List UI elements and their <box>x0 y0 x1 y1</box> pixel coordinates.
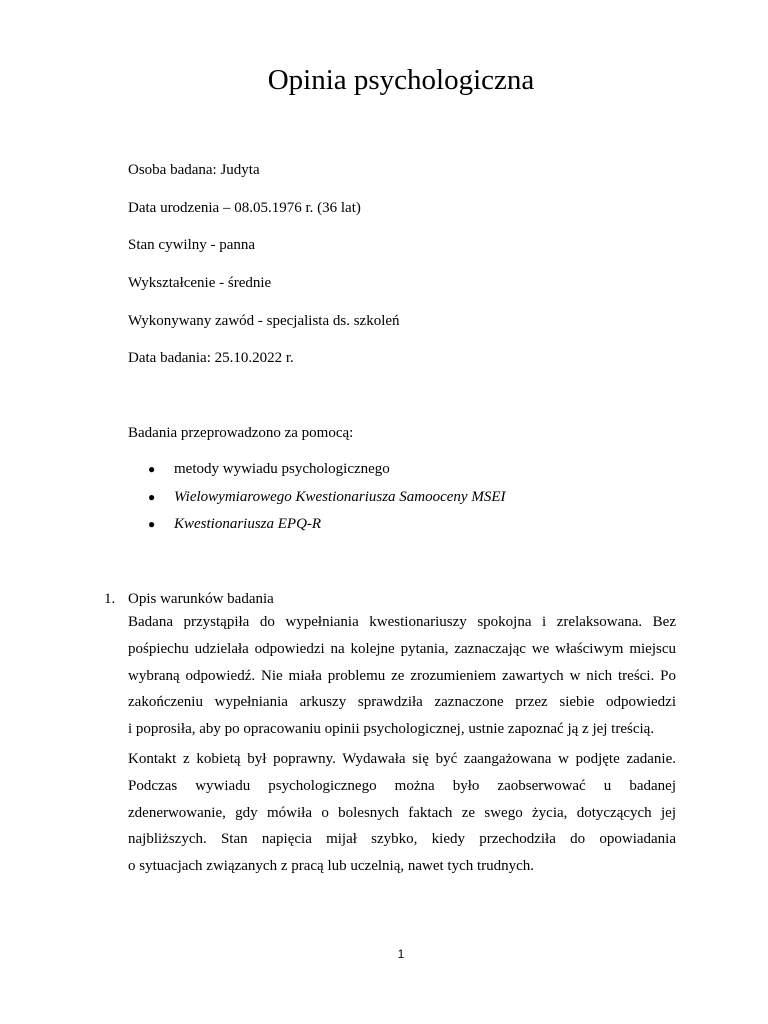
section-1-paragraph-1 <box>128 609 676 743</box>
paragraph-line: wybraną odpowiedź. Nie miała problemu ze zrozumieniem zawartych w nich treści. Po <box>128 667 676 684</box>
paragraph-line: pośpiechu udzielała odpowiedzi na kolejne pytania, zaznaczając we właściwym miejscu <box>128 640 676 657</box>
paragraph-line: zakończeniu wypełniania arkuszy sprawdziła zaznaczone przez siebie odpowiedzi <box>128 694 676 711</box>
info-education: Wykształcenie - średnie <box>128 275 272 291</box>
info-marital-status: Stan cywilny - panna <box>128 237 256 253</box>
bullet-icon: ● <box>148 462 156 476</box>
paragraph-line: Kontakt z kobietą był poprawny. Wydawała się być zaangażowana w podjęte zadanie. <box>128 751 676 767</box>
method-text: metody wywiadu psychologicznego <box>174 461 390 477</box>
paragraph-line: Badana przystąpiła do wypełniania kwestionariuszy spokojna i zrelaksowana. Bez <box>128 614 676 630</box>
paragraph-line: najbliższych. Stan napięcia mijał szybko, kiedy przechodziła do opowiadania <box>128 831 676 848</box>
method-item-epqr <box>128 514 506 542</box>
method-text: Wielowymiarowego Kwestionariusza Samooceny MSEI <box>174 488 506 505</box>
page-number: 1 <box>397 947 405 961</box>
paragraph-line: Podczas wywiadu psychologicznego można było zaobserwować u badanej <box>128 777 676 794</box>
document-title: Opinia psychologiczna <box>267 64 535 96</box>
info-exam-date: Data badania: 25.10.2022 r. <box>128 350 294 366</box>
info-subject: Osoba badana: Judyta <box>128 162 260 178</box>
methods-list <box>128 459 506 542</box>
bullet-icon: ● <box>148 489 156 504</box>
section-title: Opis warunków badania <box>128 591 274 607</box>
info-birth-date: Data urodzenia – 08.05.1976 r. (36 lat) <box>128 200 361 216</box>
section-number: 1. <box>104 591 116 607</box>
method-item-interview <box>128 459 506 487</box>
paragraph-line: i poprosiła, aby po opracowaniu opinii psychologicznej, ustnie zapoznać ją z jej treścią. <box>128 721 655 738</box>
method-text: Kwestionariusza EPQ-R <box>174 516 322 532</box>
info-occupation: Wykonywany zawód - specjalista ds. szkoleń <box>128 313 400 329</box>
methods-intro: Badania przeprowadzono za pomocą: <box>128 425 354 441</box>
method-item-msei <box>128 487 506 515</box>
paragraph-line: o sytuacjach związanych z pracą lub uczelnią, nawet tych trudnych. <box>128 858 535 875</box>
paragraph-line: zdenerwowanie, gdy mówiła o bolesnych faktach ze swego życia, dotyczących jej <box>128 804 676 821</box>
section-1-paragraph-2 <box>128 746 676 880</box>
section-1-heading <box>104 589 274 609</box>
bullet-icon: ● <box>148 517 156 531</box>
